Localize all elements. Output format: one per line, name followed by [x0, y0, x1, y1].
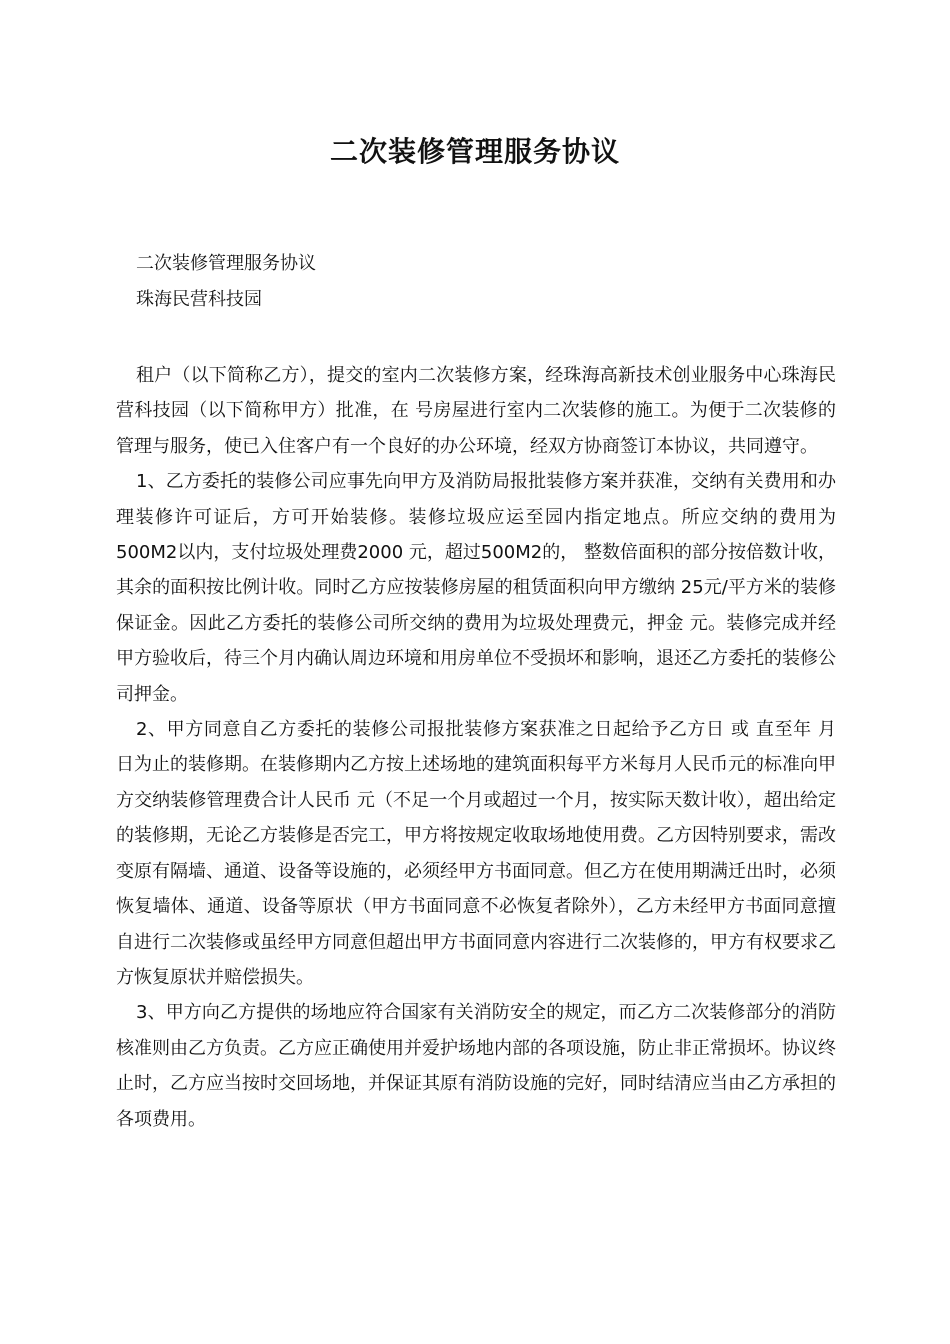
- paragraph-clause-3: 3、甲方向乙方提供的场地应符合国家有关消防安全的规定，而乙方二次装修部分的消防核准则由乙方负责。乙方应正确使用并爱护场地内部的各项设施，防止非正常损坏。协议终止时，乙方应当按时交回场地，并保证其原有消防设施的完好，同时结清应当由乙方承担的各项费用。: [116, 1002, 836, 1130]
- document-subtitle: 二次装修管理服务协议: [136, 253, 316, 274]
- paragraph-intro: 租户（以下简称乙方），提交的室内二次装修方案，经珠海高新技术创业服务中心珠海民营科技园（以下简称甲方）批准，在 号房屋进行室内二次装修的施工。为便于二次装修的管理与服务，使已入住客户有一个良好的办公环境，经双方协商签订本协议，共同遵守。: [116, 365, 836, 457]
- document-title: 二次装修管理服务协议: [329, 135, 620, 168]
- agreement-body: [116, 358, 836, 1137]
- paragraph-clause-2: 2、甲方同意自乙方委托的装修公司报批装修方案获准之日起给予乙方日 或 直至年 月 日为止的装修期。在装修期内乙方按上述场地的建筑面积每平方米每月人民币元的标准向甲方交纳装修管理费合计人民币 元（不足一个月或超过一个月，按实际天数计收），超出给定的装修期，无论乙方装修是否完工，甲方将按规定收取场地使用费。乙方因特别要求，需改变原有隔墙、通道、设备等设施的，必须经甲方书面同意。但乙方在使用期满迁出时，必须恢复墙体、通道、设备等原状（甲方书面同意不必恢复者除外），乙方未经甲方书面同意擅自进行二次装修或虽经甲方同意但超出甲方书面同意内容进行二次装修的，甲方有权要求乙方恢复原状并赔偿损失。: [116, 719, 836, 988]
- paragraph-clause-1: 1、乙方委托的装修公司应事先向甲方及消防局报批装修方案并获准，交纳有关费用和办理装修许可证后，方可开始装修。装修垃圾应运至园内指定地点。所应交纳的费用为500M2以内，支付垃圾处理费2000 元，超过500M2的， 整数倍面积的部分按倍数计收，其余的面积按比例计收。同时乙方应按装修房屋的租赁面积向甲方缴纳 25元/平方米的装修保证金。因此乙方委托的装修公司所交纳的费用为垃圾处理费元，押金 元。装修完成并经甲方验收后，待三个月内确认周边环境和用房单位不受损坏和影响，退还乙方委托的装修公司押金。: [116, 471, 836, 705]
- organization-name: 珠海民营科技园: [136, 289, 262, 310]
